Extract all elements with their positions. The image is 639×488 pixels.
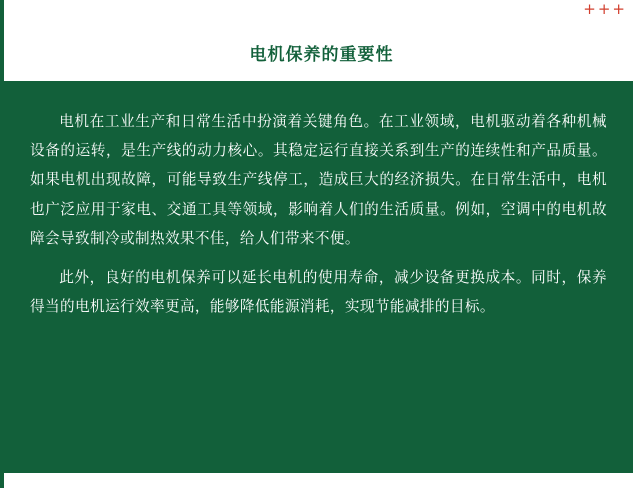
paragraph: 此外，良好的电机保养可以延长电机的使用寿命，减少设备更换成本。同时，保养得当的电机运行效率更高，能够降低能源消耗，实现节能减排的目标。 <box>30 268 607 316</box>
plus-marks-decoration: +++ <box>583 0 627 18</box>
page-title: 电机保养的重要性 <box>249 45 394 65</box>
document-body <box>4 81 633 473</box>
paragraph: 电机在工业生产和日常生活中扮演着关键角色。在工业领域，电机驱动着各种机械设备的运转，是生产线的动力核心。其稳定运行直接关系到生产的连续性和产品质量。如果电机出现故障，可能导致生产线停工，造成巨大的经济损失。在日常生活中，电机也广泛应用于家电、交通工具等领域，影响着人们的生活质量。例如，空调中的电机故障会导致制冷或制热效果不佳，给人们带来不便。 <box>30 113 607 247</box>
